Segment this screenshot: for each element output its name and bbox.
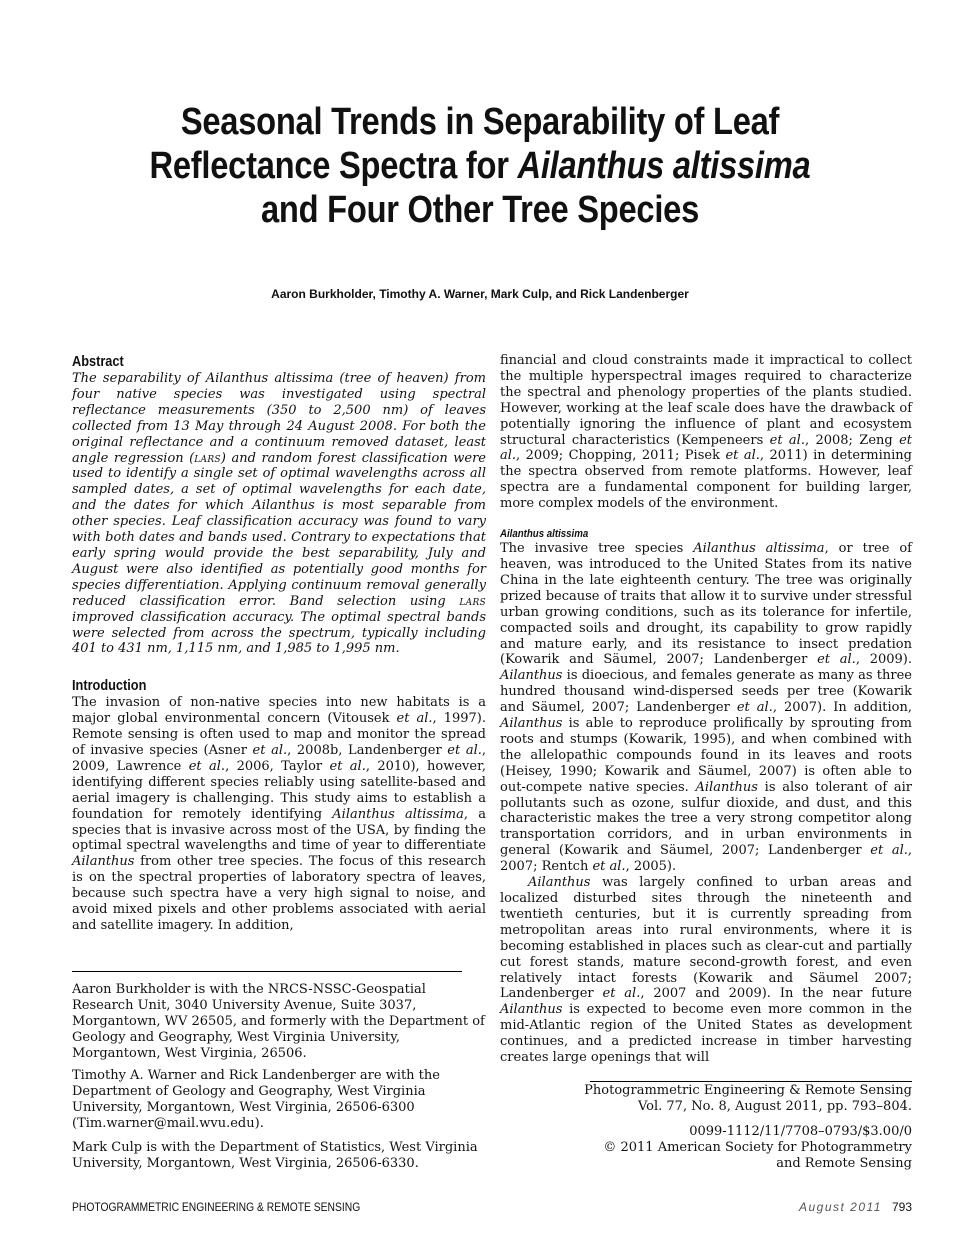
left-column <box>72 353 486 934</box>
pubinfo-divider <box>590 1081 912 1082</box>
right-column <box>500 353 912 1066</box>
body-paragraph-1: financial and cloud constraints made it impractical to collect the multiple hyperspectral images required to characterize the spectral and phenology properties of the plants studied. However, working at the leaf scale does have the drawback of potentially ignoring the influence of plant and ecosystem structural characteristics (Kempeneers et al., 2008; Zeng et al., 2009; Chopping, 2011; Pisek et al., 2011) in determining the spectra observed from remote platforms. However, leaf spectra are a fundamental component for building larger, more complex models of the environment. <box>500 353 913 512</box>
running-footer-page <box>799 1200 912 1214</box>
copyright: © 2011 American Society for Photogrammetry <box>603 1139 912 1155</box>
footer-date: August 2011 <box>798 1200 882 1214</box>
page-number: 793 <box>891 1200 912 1214</box>
journal-name: Photogrammetric Engineering & Remote Sensing <box>584 1083 912 1098</box>
article-code: 0099-1112/11/7708–0793/$3.00/0 <box>689 1123 912 1139</box>
title-line-2: Reflectance Spectra for <box>149 145 518 187</box>
title-line-3: and Four Other Tree Species <box>261 189 699 231</box>
title-species: Ailanthus altissima <box>517 145 811 187</box>
affiliation-divider <box>72 971 462 972</box>
introduction-heading: Introduction <box>72 677 147 695</box>
ailanthus-subheading: Ailanthus altissima <box>500 528 589 541</box>
paper-title <box>102 100 859 232</box>
affiliation-culp: Mark Culp is with the Department of Statistics, West Virginia University, Morgantown, West Virginia, 26506-6330. <box>72 1140 478 1171</box>
running-footer-journal: PHOTOGRAMMETRIC ENGINEERING & REMOTE SENSING <box>72 1200 361 1214</box>
publication-info <box>540 1083 912 1172</box>
title-line-1: Seasonal Trends in Separability of Leaf <box>180 101 780 143</box>
body-paragraph-2: The invasive tree species Ailanthus altissima, or tree of heaven, was introduced to the United States from its native China in the late eighteenth century. The tree was originally prized because of traits that allow it to survive under stressful urban growing conditions, such as its tolerance for infertile, compacted soils and drought, its capability to grow rapidly and mature early, and its resistance to insect predation (Kowarik and Säumel, 2007; Landenberger et al., 2009). Ailanthus is dioecious, and females generate as many as three hundred thousand wind-dispersed seeds per tree (Kowarik and Säumel, 2007; Landenberger et al., 2007). In addition, Ailanthus is able to reproduce prolifically by sprouting from roots and stumps (Kowarik, 1995), and when combined with the allelopathic compounds found in its leaves and roots (Heisey, 1990; Kowarik and Säumel, 2007) is often able to out-compete native species. Ailanthus is also tolerant of air pollutants such as ozone, sulfur dioxide, and dust, and this characteristic makes the tree a very strong competitor along transportation corridors, and in urban environments in general (Kowarik and Säumel, 2007; Landenberger et al., 2007; Rentch et al., 2005). <box>500 541 912 875</box>
affiliation-burkholder: Aaron Burkholder is with the NRCS-NSSC-Geospatial Research Unit, 3040 University Avenue, Suite 3037, Morgantown, WV 26505, and formerly with the Department of Geology and Geography, West Virginia University, Morgantown, West Virginia, 26506. <box>72 982 485 1061</box>
volume-info: Vol. 77, No. 8, August 2011, pp. 793–804. <box>637 1098 912 1114</box>
abstract-heading: Abstract <box>72 353 124 370</box>
affiliation-warner-landenberger: Timothy A. Warner and Rick Landenberger are with the Department of Geology and Geography, West Virginia University, Morgantown, West Virginia, 26506-6300 (Tim.warner@mail.wvu.edu). <box>72 1068 440 1131</box>
body-paragraph-3: Ailanthus was largely confined to urban areas and localized disturbed sites through the nineteenth and twentieth centuries, but it is currently spreading from metropolitan areas into rural environments, where it is becoming established in places such as clear-cut and partially cut forest stands, mature second-growth forest, and even relatively intact forests (Kowarik and Säumel 2007; Landenberger et al., 2007 and 2009). In the near future Ailanthus is expected to become even more common in the mid-Atlantic region of the United States as development continues, and a predicted increase in timber harvesting creates large openings that will <box>500 875 912 1066</box>
author-list: Aaron Burkholder, Timothy A. Warner, Mark Culp, and Rick Landenberger <box>271 287 689 301</box>
copyright-line-2: and Remote Sensing <box>776 1155 912 1171</box>
abstract-text: The separability of Ailanthus altissima (tree of heaven) from four native species was investigated using spectral reflectance measurements (350 to 2,500 nm) of leaves collected from 13 May through 24 August 2008. For both the original reflectance and a continuum removed dataset, least angle regression (lars) and random forest classification were used to identify a single set of optimal wavelengths across all sampled dates, a set of optimal wavelengths for each date, and the dates for which Ailanthus is most separable from other species. Leaf classification accuracy was found to vary with both dates and bands used. Contrary to expectations that early spring would provide the best separability, July and August were also identified as potentially good months for species differentiation. Applying continuum removal generally reduced classification error. Band selection using lars improved classification accuracy. The optimal spectral bands were selected from across the spectrum, typically including 401 to 431 nm, 1,115 nm, and 1,985 to 1,995 nm. <box>72 371 486 657</box>
introduction-text: The invasion of non-native species into new habitats is a major global environmental concern (Vitousek et al., 1997). Remote sensing is often used to map and monitor the spread of invasive species (Asner et al., 2008b, Landenberger et al., 2009, Lawrence et al., 2006, Taylor et al., 2010), however, identifying different species reliably using satellite-based and aerial imagery is challenging. This study aims to establish a foundation for remotely identifying Ailanthus altissima, a species that is invasive across most of the USA, by finding the optimal spectral wavelengths and time of year to differentiate Ailanthus from other tree species. The focus of this research is on the spectral properties of laboratory spectra of leaves, because such spectra have a very high signal to noise, and avoid mixed pixels and other problems associated with aerial and satellite imagery. In addition, <box>72 695 487 933</box>
